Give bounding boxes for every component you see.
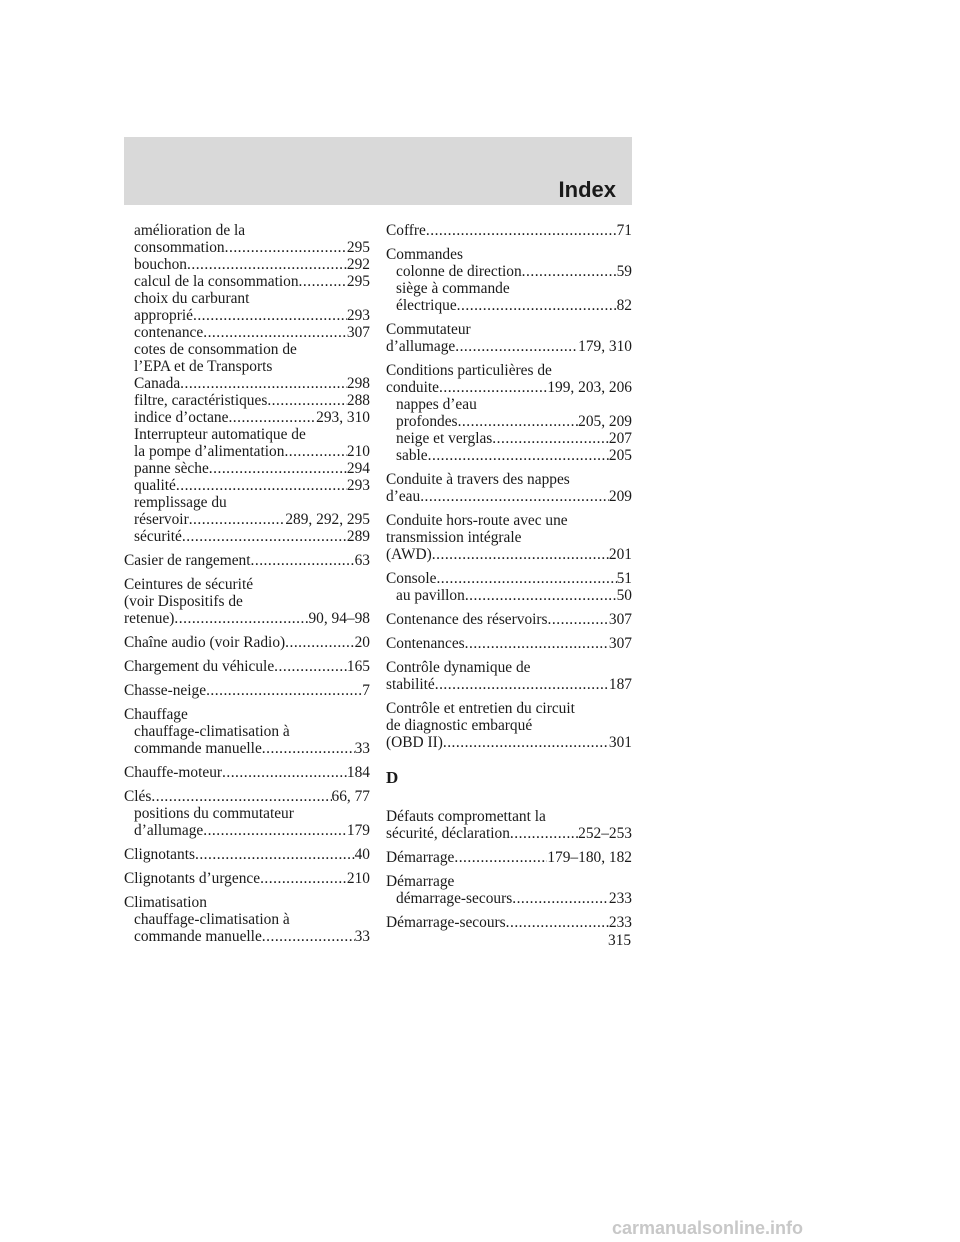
subentry-line: contenance ..... 307: [124, 324, 370, 341]
index-entry: Contrôle dynamique de stabilité ..... 187: [386, 659, 632, 693]
index-entry: Ceintures de sécurité (voir Dispositifs de retenue) ..... 90, 94–98: [124, 576, 370, 627]
page-title: Index: [558, 177, 616, 202]
index-entry: Climatisation chauffage-climatisation à commande manuelle ..... 33: [124, 894, 370, 945]
subentry-line: filtre, caractéristiques ..... 288: [124, 392, 370, 409]
subentry-line: approprié ..... 293: [124, 307, 370, 324]
page-number: 315: [608, 932, 632, 949]
carburant-subentries: [124, 222, 370, 545]
subentry-line: consommation ..... 295: [124, 239, 370, 256]
index-entry: Conduite à travers des nappes d’eau ..... 209: [386, 471, 632, 505]
subentry-line: panne sèche ..... 294: [124, 460, 370, 477]
subentry-line: Interrupteur automatique de: [134, 426, 306, 443]
index-entry: Casier de rangement ..... 63: [124, 552, 370, 569]
subentry-line: indice d’octane ..... 293, 310: [124, 409, 370, 426]
index-entry: Défauts compromettant la sécurité, déclaration ..... 252–253: [386, 808, 632, 842]
index-entry: Contenances ..... 307: [386, 635, 632, 652]
index-entry: Chargement du véhicule ..... 165: [124, 658, 370, 675]
index-entry: Démarrage-secours ..... 233: [386, 914, 632, 931]
index-entry: Démarrage ..... 179–180, 182: [386, 849, 632, 866]
index-entry: Clignotants d’urgence ..... 210: [124, 870, 370, 887]
index-entry: Conduite hors-route avec une transmission intégrale (AWD) ..... 201: [386, 512, 632, 563]
subentry-line: qualité ..... 293: [124, 477, 370, 494]
index-entry: Console ..... 51 au pavillon ..... 50: [386, 570, 632, 604]
index-entry: Clignotants ..... 40: [124, 846, 370, 863]
index-entry: Clés ..... 66, 77 positions du commutateur d’allumage ..... 179: [124, 788, 370, 839]
index-entry: Conditions particulières de conduite ..... 199, 203, 206 nappes d’eau profondes ..... 205, 209 neige et verglas ..... 207 sable ..... 205: [386, 362, 632, 464]
subentry-line: réservoir ..... 289, 292, 295: [124, 511, 370, 528]
index-entry: Chaîne audio (voir Radio) ..... 20: [124, 634, 370, 651]
index-entry: Chauffage chauffage-climatisation à commande manuelle ..... 33: [124, 706, 370, 757]
subentry-line: cotes de consommation de: [134, 341, 297, 358]
subentry-line: la pompe d’alimentation ..... 210: [124, 443, 370, 460]
index-entry: Coffre ..... 71: [386, 222, 632, 239]
index-entry: Commandes colonne de direction ..... 59 siège à commande électrique ..... 82: [386, 246, 632, 314]
index-letter-heading: D: [386, 768, 399, 787]
subentry-line: amélioration de la: [134, 222, 246, 239]
index-entry: Contenance des réservoirs ..... 307: [386, 611, 632, 628]
index-entry: Chauffe-moteur ..... 184: [124, 764, 370, 781]
index-entry: Contrôle et entretien du circuit de diagnostic embarqué (OBD II) ..... 301: [386, 700, 632, 751]
header-band: [124, 137, 632, 205]
subentry-line: sécurité ..... 289: [124, 528, 370, 545]
index-entry: Démarrage démarrage-secours ..... 233: [386, 873, 632, 907]
index-column-left: [124, 222, 370, 952]
subentry-line: remplissage du: [134, 494, 227, 511]
index-column-right: [386, 222, 632, 938]
index-entry: Commutateur d’allumage ..... 179, 310: [386, 321, 632, 355]
subentry-line: bouchon ..... 292: [124, 256, 370, 273]
subentry-line: calcul de la consommation ..... 295: [124, 273, 370, 290]
subentry-line: choix du carburant: [134, 290, 250, 307]
subentry-line: Canada ..... 298: [124, 375, 370, 392]
subentry-line: l’EPA et de Transports: [134, 358, 273, 375]
watermark: carmanualsonline.info: [612, 1218, 804, 1238]
index-entry: Chasse-neige ..... 7: [124, 682, 370, 699]
